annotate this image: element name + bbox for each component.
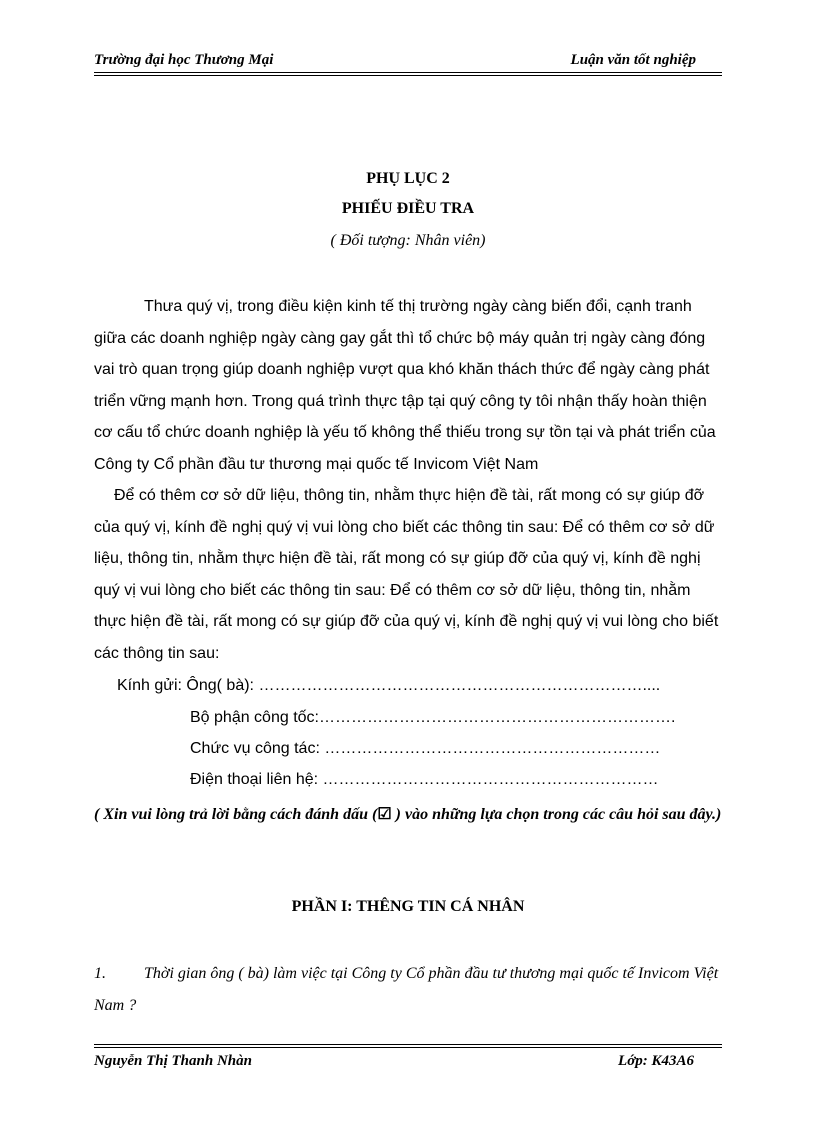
header-university: Trường đại học Thương Mại [94,52,274,68]
survey-title: PHIẾU ĐIỀU TRA [341,200,475,217]
answer-instruction [94,800,724,830]
footer-rule [94,1047,722,1048]
question-number: 1. [94,965,106,982]
question-1 [94,958,722,1022]
phone-field: Điện thoại liên hệ: ……………………………………………………… [190,771,659,788]
header-rule [94,72,722,73]
page-footer [94,1053,722,1077]
intro-text [94,291,722,669]
instruction-text-after: ) vào những lựa chọn trong các câu hỏi sau đây.) [391,806,722,823]
header-rule-thin [94,75,722,76]
footer-rule-thin [94,1044,722,1045]
header-thesis-label: Luận văn tốt nghiệp [570,52,696,68]
recipient-field: Kính gửi: Ông( bà): ……………………………………………………………….... [117,677,661,694]
intro-paragraph-1: Thưa quý vị, trong điều kiện kinh tế thị trường ngày càng biến đổi, cạnh tranh giữa các doanh nghiệp ngày càng gay gắt thì tổ chức bộ máy quản trị ngày càng đóng vai trò quan trọng giúp doanh nghiệp vượt qua khó khăn thách thức để ngày càng phát triển vững mạnh hơn. Trong quá trình thực tập tại quý công ty tôi nhận thấy hoàn thiện cơ cấu tổ chức doanh nghiệp là yếu tố không thể thiếu trong sự tồn tại và phát triển của Công ty Cổ phần đầu tư thương mại quốc tế Invicom Việt Nam [94,298,716,473]
section-title: PHẦN I: THÊNG TIN CÁ NHÂN [291,898,525,915]
appendix-title: PHỤ LỤC 2 [366,170,450,187]
survey-target: ( Đối tượng: Nhân viên) [330,232,486,249]
checkbox-icon: ☑ [377,806,392,823]
instruction-text-before: ( Xin vui lòng trả lời bằng cách đánh dấu ( [94,806,378,823]
department-field: Bộ phận công tốc:…………………………………………………………. [190,709,676,726]
footer-author: Nguyễn Thị Thanh Nhàn [94,1053,252,1069]
intro-paragraph-2: Để có thêm cơ sở dữ liệu, thông tin, nhằm thực hiện đề tài, rất mong có sự giúp đỡ của quý vị, kính đề nghị quý vị vui lòng cho biết các thông tin sau: Để có thêm cơ sở dữ liệu, thông tin, nhằm thực hiện đề tài, rất mong có sự giúp đỡ của quý vị, kính đề nghị quý vị vui lòng cho biết các thông tin sau: Để có thêm cơ sở dữ liệu, thông tin, nhằm thực hiện đề tài, rất mong có sự giúp đỡ của quý vị, kính đề nghị quý vị vui lòng cho biết các thông tin sau: [94,487,719,662]
question-text: Thời gian ông ( bà) làm việc tại Công ty Cổ phần đầu tư thương mại quốc tế Invicom Việt Nam ? [94,965,719,1014]
position-field: Chức vụ công tác: ……………………………………………………… [190,740,661,757]
page-header [94,50,722,74]
footer-class: Lớp: K43A6 [618,1053,694,1069]
